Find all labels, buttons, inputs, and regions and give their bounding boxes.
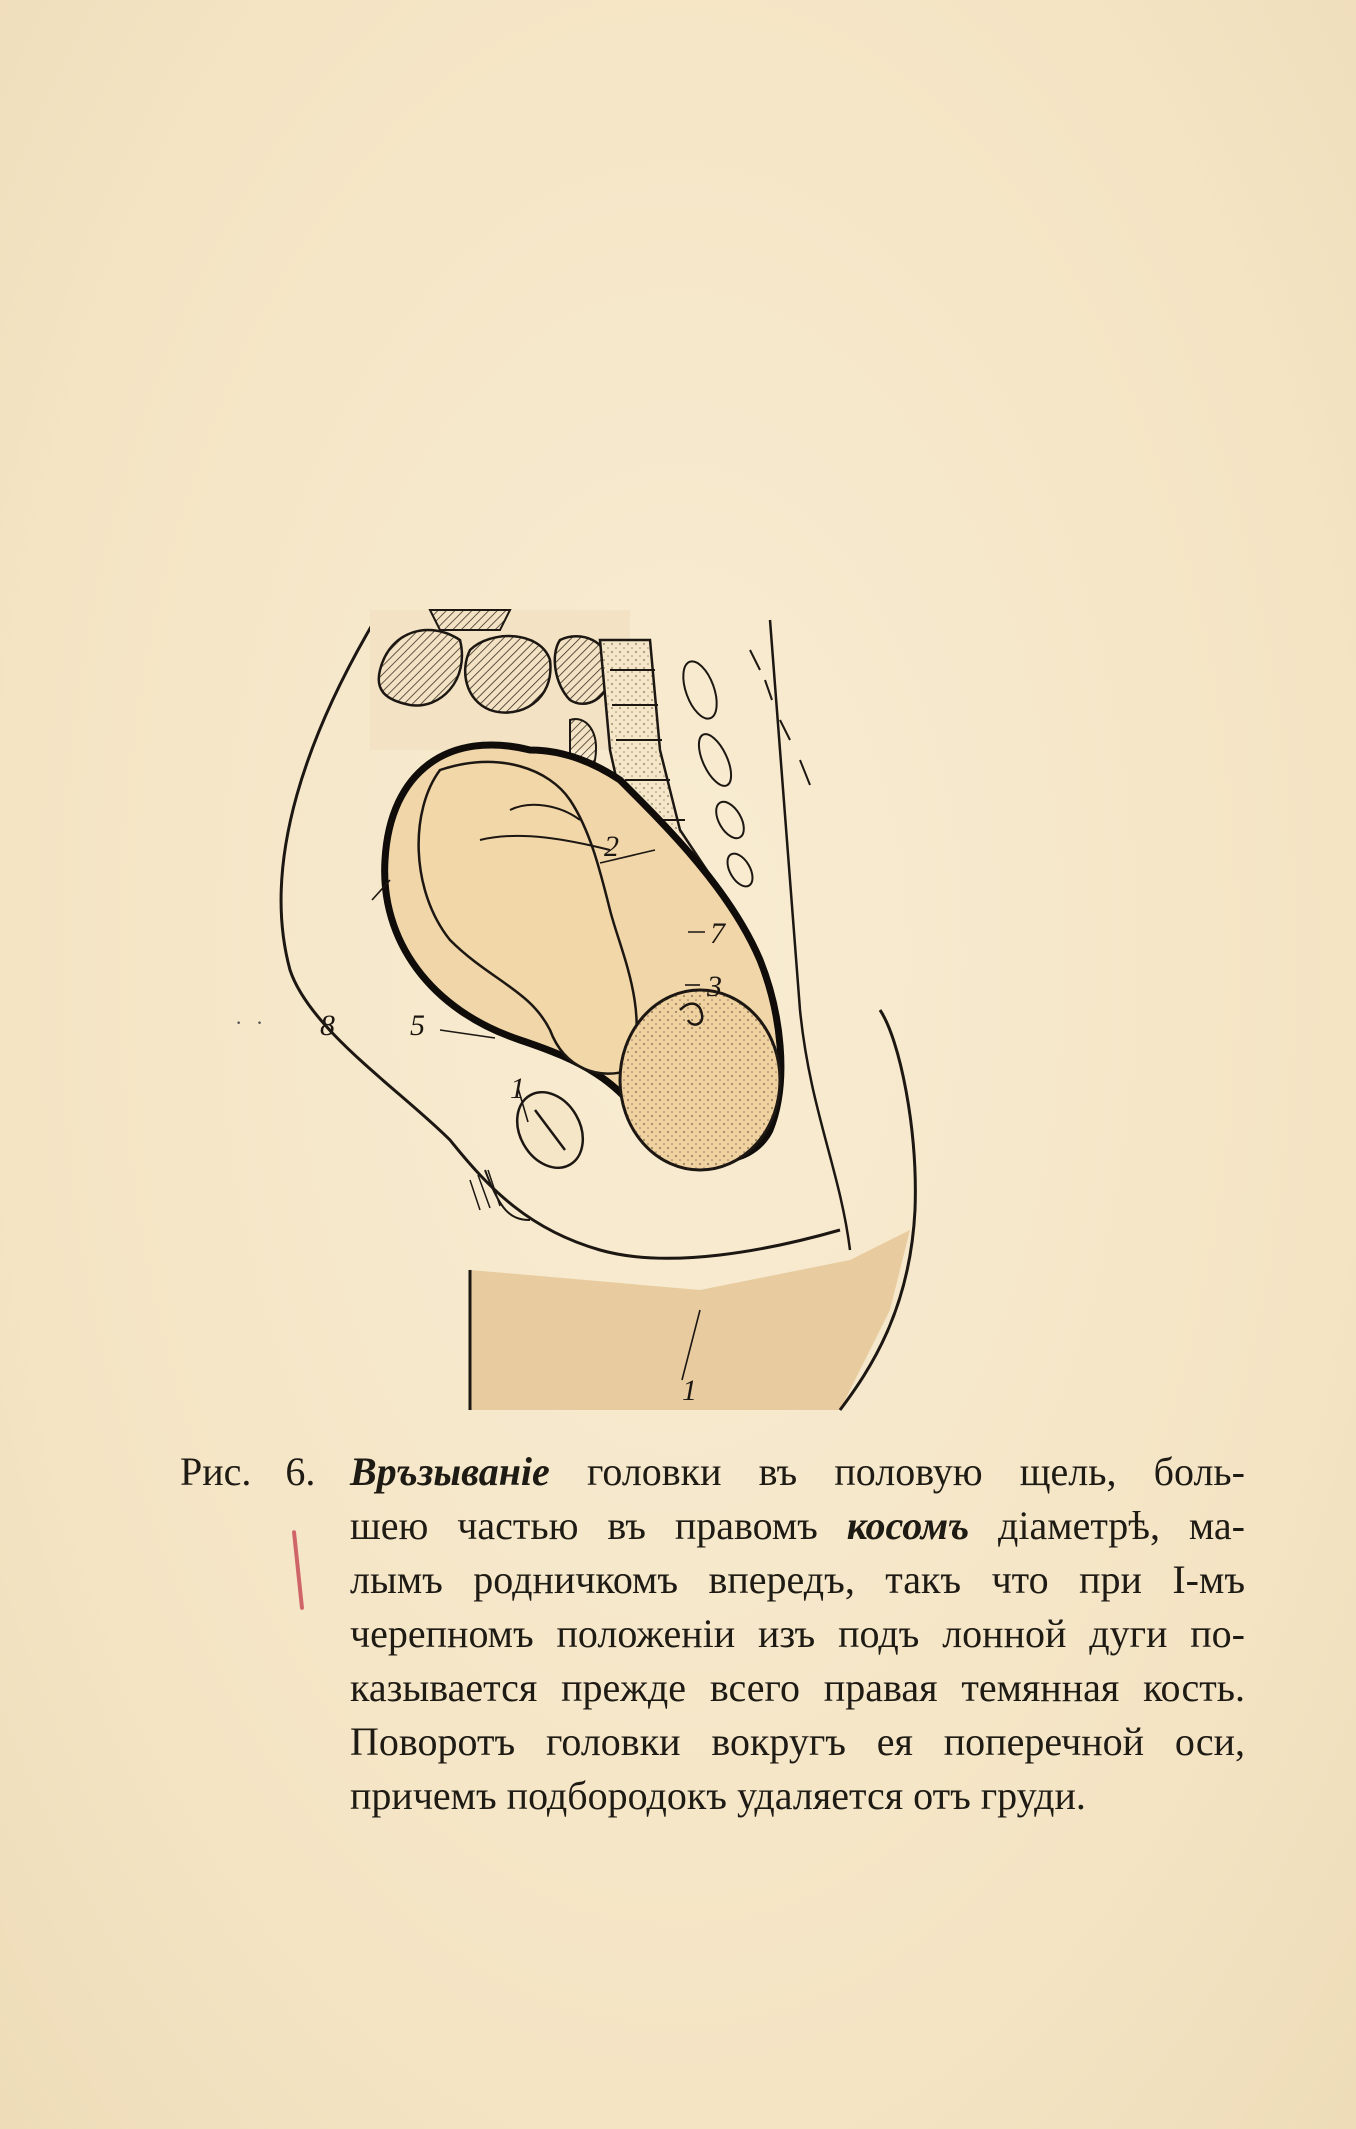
stray-dots: · · [235, 1010, 268, 1035]
figure-label-7: 7 [710, 917, 725, 950]
figure-index: 6. [285, 1449, 316, 1494]
caption-line-3: лымъ родничкомъ впередъ, такъ что при І-мъ [350, 1557, 1245, 1602]
caption-line-2: шею частью въ правомъ косомъ діаметрѣ, ма- [350, 1503, 1246, 1548]
fetal-head [620, 990, 780, 1170]
caption-line-6: Поворотъ головки вокругъ ея поперечной оси, [350, 1719, 1245, 1764]
anatomical-illustration [320, 610, 1010, 1410]
caption-text [350, 1445, 1245, 1823]
figure-prefix: Рис. [180, 1449, 252, 1494]
figure-label-3: 3 [707, 970, 722, 1003]
caption-line-1: Връзываніе головки въ половую щель, боль- [350, 1449, 1245, 1494]
right-body-edge [770, 620, 850, 1250]
caption-line-5: казывается прежде всего правая темянная кость. [350, 1665, 1245, 1710]
pubic-symphysis [470, 1080, 596, 1220]
pencil-mark [292, 1530, 304, 1610]
figure-label-1a: 1 [510, 1072, 525, 1105]
figure-label-2: 2 [604, 830, 619, 863]
figure-number [180, 1445, 315, 1499]
illustration-svg [320, 610, 1010, 1410]
caption-line-7: причемъ подбородокъ удаляется отъ груди. [350, 1773, 1086, 1818]
figure-label-8: 8 [320, 1009, 335, 1042]
caption-line-4: черепномъ положеніи изъ подъ лонной дуги по- [350, 1611, 1245, 1656]
figure-label-1b: 1 [682, 1374, 697, 1407]
figure-label-5: 5 [410, 1009, 425, 1042]
